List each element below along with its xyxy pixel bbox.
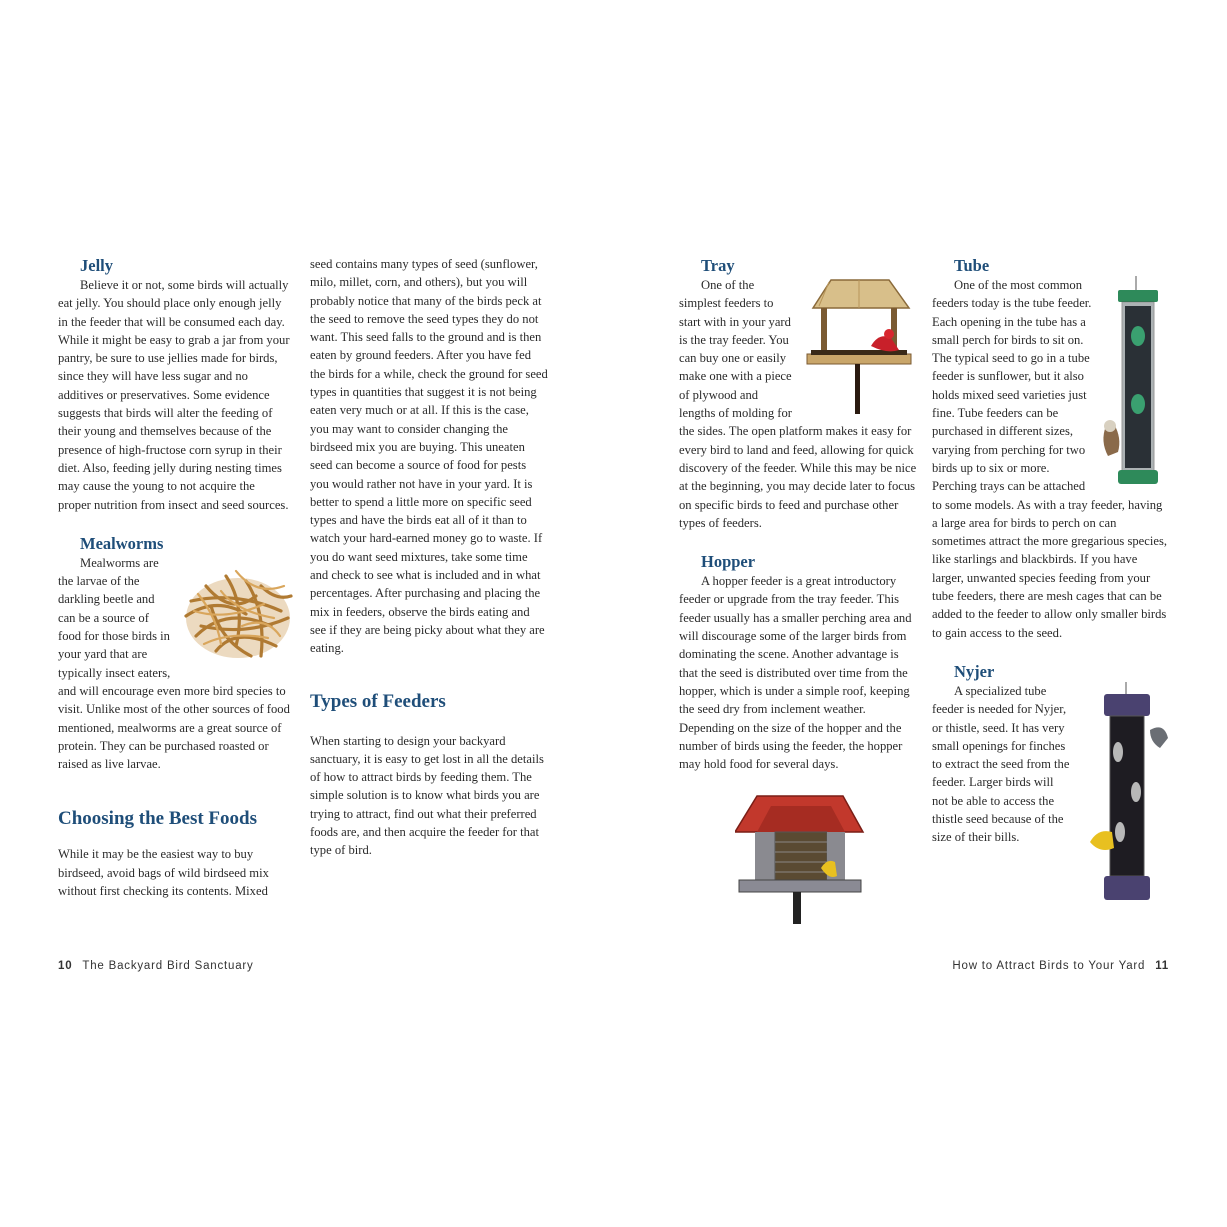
left-page-number: 10 [58, 960, 73, 972]
choosing-heading: Choosing the Best Foods [58, 808, 257, 830]
jelly-body: Believe it or not, some birds will actually eat jelly. You should place only enough jelly in the feeder that will be consumed each day. While it might be easy to grab a jar from your pantry, be sure to use jellies made for birds, since they will have less sugar and no additives or preservatives. Some evidence suggests that birds will alter the feeding of their young and themselves because of the presence of high-fructose corn syrup in their diet. Also, feeding jelly during nesting times may cause the young to not acquire the proper nutrition from insect and seed sources. [58, 278, 290, 512]
nyjer-body: A specialized tube feeder is needed for Nyjer, or thistle, seed. It has very small openings for finches to extract the seed from the feeder. Larger birds will not be able to access the thistle seed because of the size of their bills. [932, 683, 1070, 845]
right-footer-title: How to Attract Birds to Your Yard [952, 960, 1146, 972]
choosing-body: While it may be the easiest way to buy birdseed, avoid bags of wild birdseed mix without first checking its contents. Mixed [58, 847, 269, 899]
tray-feeder-illustration [799, 276, 917, 414]
left-footer-title: The Backyard Bird Sanctuary [82, 960, 254, 972]
left-column-1 [58, 256, 290, 900]
right-column-1 [679, 256, 917, 773]
hopper-heading: Hopper [701, 552, 756, 572]
right-footer [952, 960, 1169, 972]
tube-body: One of the most common feeders today is the tube feeder. Each opening in the tube has a small perch for birds to sit on. The typical seed to go in a tube feeder is sunflower, but it also holds mixed seed varieties just fine. Tube feeders can be purchased in different sizes, varying from perching for two birds up to six or more. Perching trays can be attached to some models. As with a tray feeder, having a large area for birds to perch on can sometimes attract the more gregarious species, like starlings and blackbirds. If you have larger, unwanted species feeding from your tube feeders, there are mesh cages that can be added to the feeder to allow only smaller birds to gain access to the seed. [932, 278, 1168, 640]
mealworms-heading: Mealworms [80, 533, 164, 553]
nyjer-feeder-illustration [1080, 682, 1172, 904]
types-heading: Types of Feeders [310, 690, 446, 712]
jelly-heading: Jelly [80, 256, 113, 275]
left-footer [58, 960, 254, 972]
choosing-body-continued: seed contains many types of seed (sunflower, milo, millet, corn, and others), but you will probably notice that many of the birds peck at the seed to remove the seed types they do not want. This seed falls to the ground and is then eaten by ground feeders. After you have fed the birds for a while, check the ground for seed types in quantities that suggest it is not being eaten very much or at all. If this is the case, you may want to consider changing the birdseed mix you are buying. This uneaten seed can become a source of food for pests you would rather not have in your yard. It is better to spend a little more on specific seed types and have the birds eat all of it than to watch your hard-earned money go to waste. If you do want seed mixtures, take some time and check to see what is included and in what percentages. After purchasing and placing the mix in feeders, observe the birds eating and see if they are being picky about what they are eating. [310, 257, 548, 656]
mealworms-body: Mealworms are the larvae of the darkling beetle and can be a source of food for those birds in your yard that are typically insect eaters, and will encourage even more bird species to visit. Unlike most of the other sources of food mentioned, mealworms are a great source of protein. They can be purchased roasted or raised as live larvae. [58, 555, 290, 772]
tray-heading: Tray [701, 256, 735, 275]
right-column-2 [932, 256, 1168, 904]
nyjer-heading: Nyjer [954, 661, 995, 681]
tube-feeder-illustration [1098, 276, 1174, 494]
right-page-number: 11 [1155, 960, 1169, 972]
types-body: When starting to design your backyard sanctuary, it is easy to get lost in all the details of how to attract birds by feeding them. The simple solution is to know what birds you are trying to attract, find out what their preferred foods are, and then acquire the feeder for that type of bird. [310, 733, 544, 858]
tray-body: One of the simplest feeders to start with in your yard is the tray feeder. You can buy one or easily make one with a piece of plywood and lengths of molding for the sides. The open platform makes it easy for every bird to land and feed, allowing for quick discovery of the feeder. While this may be nice at the beginning, you may decide later to focus on specific birds to feed and purchase other types of feeders. [679, 278, 917, 530]
hopper-body: A hopper feeder is a great introductory feeder or upgrade from the tray feeder. This feeder usually has a smaller perching area and will discourage some of the larger birds from dominating the scene. Another advantage is that the seed is distributed over time from the hopper, which is under a simple roof, keeping the seed dry from inclement weather. Depending on the size of the hopper and the number of birds using the feeder, the hopper may hold food for several days. [679, 574, 912, 772]
left-column-2 [310, 255, 548, 860]
hopper-feeder-illustration [735, 790, 865, 924]
mealworms-illustration [176, 556, 298, 674]
tube-heading: Tube [954, 256, 990, 275]
